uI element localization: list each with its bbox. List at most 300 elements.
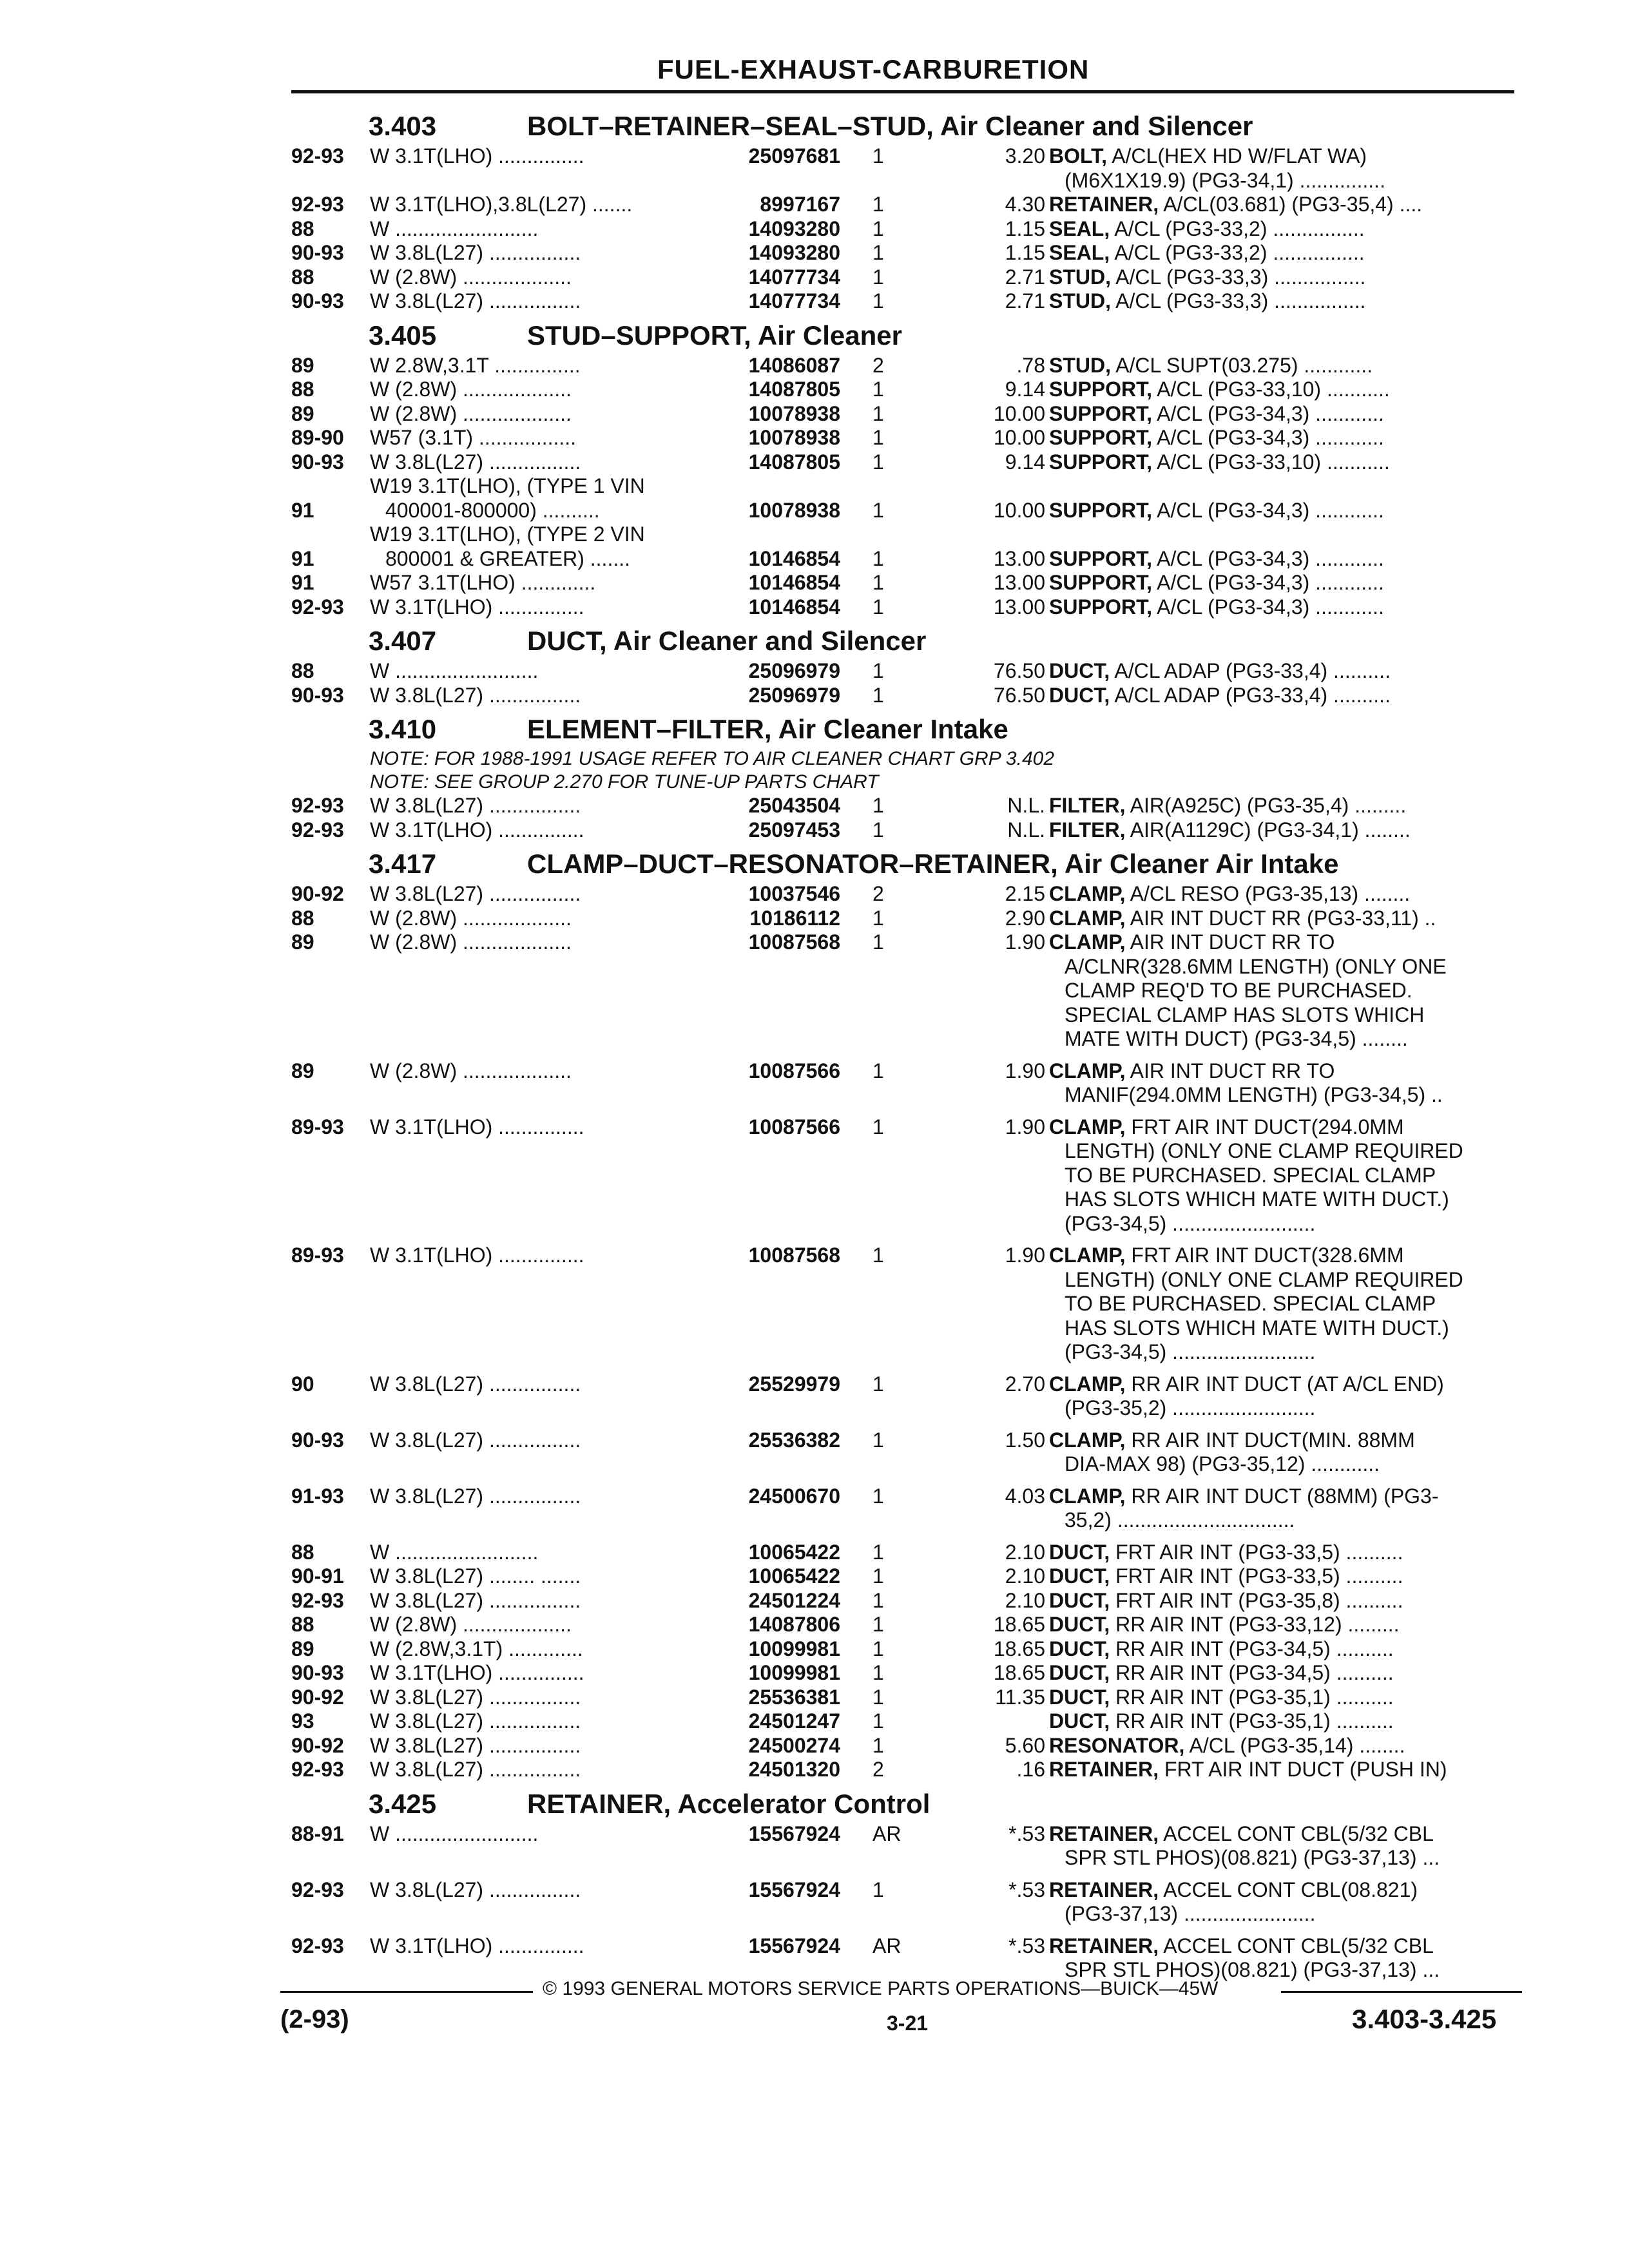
description — [1049, 1541, 1516, 1565]
description-keyword: SUPPORT, — [1049, 546, 1153, 570]
part-row — [291, 930, 1516, 1059]
usage-line: W 3.8L(L27) ................ — [370, 1709, 581, 1733]
description-line — [1049, 354, 1516, 378]
description-keyword: SUPPORT, — [1049, 498, 1153, 522]
section-title-sub: Air Cleaner Intake — [778, 714, 1008, 744]
part-number: 25096979 — [748, 659, 840, 682]
part-row — [291, 818, 1516, 843]
price: 2.71 — [1005, 265, 1045, 289]
model-year: 88 — [291, 1540, 314, 1564]
description-keyword: DUCT, — [1049, 1613, 1110, 1636]
quantity: 1 — [872, 450, 884, 474]
description-text: RR AIR INT (PG3-35,1) .......... — [1115, 1685, 1394, 1709]
description-text: A/CL (PG3-33,10) ........... — [1157, 378, 1390, 401]
usage-line: W 3.1T(LHO) ............... — [370, 1661, 584, 1684]
description-keyword: FILTER, — [1049, 818, 1126, 841]
part-number: 10087568 — [748, 1244, 840, 1267]
part-number: 14086087 — [748, 353, 840, 377]
model-year: 92-93 — [291, 595, 344, 619]
part-row — [291, 1822, 1516, 1878]
description-text: A/CL (PG3-34,3) ............ — [1157, 498, 1384, 522]
model-year: 88 — [291, 216, 314, 240]
description-line: (PG3-34,5) ......................... — [1065, 1211, 1316, 1235]
section-title — [527, 1789, 930, 1820]
description-text: AIR(A1129C) (PG3-34,1) ........ — [1130, 818, 1411, 841]
model-year: 90-93 — [291, 450, 344, 474]
part-number: 25097453 — [748, 818, 840, 841]
description-line: HAS SLOTS WHICH MATE WITH DUCT.) — [1065, 1187, 1449, 1211]
footer-copyright: © 1993 GENERAL MOTORS SERVICE PARTS OPERATIONS—BUICK—45W — [543, 1978, 1219, 1999]
description-keyword: DUCT, — [1049, 1564, 1110, 1588]
description-text: RR AIR INT (PG3-33,12) ......... — [1115, 1613, 1400, 1636]
description-line — [1049, 193, 1516, 217]
quantity: 1 — [872, 1733, 884, 1757]
model-year: 90 — [291, 1372, 314, 1396]
quantity: 1 — [872, 1588, 884, 1612]
part-number: 14087805 — [748, 450, 840, 474]
model-year: 90-93 — [291, 289, 344, 312]
part-row — [291, 402, 1516, 427]
part-row — [291, 1758, 1516, 1782]
description — [1049, 378, 1516, 402]
model-year: 90-93 — [291, 1661, 344, 1684]
usage-line: 400001-800000) .......... — [385, 498, 600, 522]
usage-line: W19 3.1T(LHO), (TYPE 2 VIN — [370, 523, 645, 546]
price: 2.15 — [1005, 882, 1045, 905]
description-keyword: CLAMP, — [1049, 906, 1126, 930]
description — [1049, 1059, 1516, 1108]
quantity: 1 — [872, 216, 884, 240]
model-year: 88 — [291, 265, 314, 289]
description — [1049, 907, 1516, 931]
usage-line: W 3.8L(L27) ................ — [370, 241, 581, 264]
model-year: 90-92 — [291, 882, 344, 905]
price: 1.50 — [1005, 1428, 1045, 1452]
description — [1049, 1564, 1516, 1589]
part-number: 10078938 — [748, 426, 840, 449]
part-number: 15567924 — [748, 1821, 840, 1845]
description-text: RR AIR INT (PG3-35,1) .......... — [1115, 1709, 1394, 1733]
model-year: 92-93 — [291, 794, 344, 817]
price: 10.00 — [993, 498, 1045, 522]
description-line — [1049, 1485, 1516, 1509]
price: 2.10 — [1005, 1564, 1045, 1588]
description-line — [1049, 289, 1516, 314]
part-number: 10099981 — [748, 1637, 840, 1660]
model-year: 93 — [291, 1709, 314, 1733]
part-row — [291, 659, 1516, 684]
model-year: 91 — [291, 571, 314, 594]
description-line — [1049, 595, 1516, 620]
description-keyword: FILTER, — [1049, 794, 1126, 817]
price: 18.65 — [993, 1637, 1045, 1660]
model-year: 92-93 — [291, 193, 344, 216]
price: 1.90 — [1005, 1244, 1045, 1267]
price: 2.10 — [1005, 1540, 1045, 1564]
part-row — [291, 1059, 1516, 1115]
description — [1049, 402, 1516, 427]
description-text: A/CL ADAP (PG3-33,4) .......... — [1114, 683, 1391, 707]
description-line — [1049, 1709, 1516, 1734]
description-text: FRT AIR INT (PG3-33,5) .......... — [1115, 1564, 1403, 1588]
page-title: FUEL-EXHAUST-CARBURETION — [657, 54, 1090, 84]
description-text: A/CL RESO (PG3-35,13) ........ — [1130, 882, 1411, 905]
description-text: RR AIR INT DUCT (88MM) (PG3- — [1131, 1484, 1439, 1508]
part-row — [291, 241, 1516, 265]
quantity: 1 — [872, 289, 884, 312]
quantity: 1 — [872, 1059, 884, 1082]
price: 10.00 — [993, 401, 1045, 425]
description-line: DIA-MAX 98) (PG3-35,12) ............ — [1065, 1452, 1380, 1475]
description-line — [1049, 1637, 1516, 1662]
part-number: 25096979 — [748, 683, 840, 707]
part-number: 10065422 — [748, 1540, 840, 1564]
usage-line: W 3.8L(L27) ................ — [370, 1588, 581, 1612]
part-number: 10037546 — [748, 882, 840, 905]
model-year: 91 — [291, 498, 314, 522]
description-text: FRT AIR INT DUCT(294.0MM — [1131, 1115, 1404, 1139]
description-line: (PG3-37,13) ....................... — [1065, 1902, 1316, 1925]
part-number: 10186112 — [749, 906, 840, 930]
model-year: 92-93 — [291, 1878, 344, 1901]
quantity: 1 — [872, 193, 884, 216]
description-text: A/CL (PG3-33,2) ................ — [1114, 216, 1365, 240]
quantity: 1 — [872, 930, 884, 954]
part-row — [291, 1613, 1516, 1637]
quantity: 1 — [872, 378, 884, 401]
usage-line: W19 3.1T(LHO), (TYPE 1 VIN — [370, 474, 645, 497]
section-title-main: STUD–SUPPORT, — [527, 320, 751, 351]
description-line: HAS SLOTS WHICH MATE WITH DUCT.) — [1065, 1316, 1449, 1340]
section-title-sub: Air Cleaner — [757, 320, 902, 351]
section-number: 3.405 — [369, 320, 437, 351]
price: N.L. — [1007, 818, 1045, 841]
description-text: A/CL (PG3-35,14) ........ — [1189, 1733, 1405, 1757]
section-title-main: ELEMENT–FILTER, — [527, 714, 772, 744]
quantity: 1 — [872, 1484, 884, 1508]
section-number: 3.425 — [369, 1788, 437, 1819]
description-line — [1049, 265, 1516, 290]
part-row — [291, 1428, 1516, 1485]
description-line: 35,2) ............................... — [1065, 1508, 1295, 1532]
part-row — [291, 684, 1516, 708]
price: *.53 — [1008, 1821, 1045, 1845]
quantity: AR — [872, 1821, 901, 1845]
description-line — [1049, 1934, 1516, 1959]
description-text: AIR INT DUCT RR (PG3-33,11) .. — [1130, 906, 1436, 930]
description-keyword: CLAMP, — [1049, 1428, 1126, 1452]
model-year: 90-93 — [291, 241, 344, 264]
part-number: 8997167 — [760, 193, 840, 216]
usage-line: W 3.8L(L27) ................ — [370, 1372, 581, 1396]
section-title-sub: Air Cleaner and Silencer — [613, 626, 927, 656]
usage-line: W ......................... — [370, 659, 539, 682]
section-number: 3.407 — [369, 626, 437, 656]
part-row — [291, 474, 1516, 523]
quantity: 1 — [872, 595, 884, 619]
description-keyword: CLAMP, — [1049, 930, 1126, 954]
part-number: 14093280 — [748, 241, 840, 264]
section-note: NOTE: SEE GROUP 2.270 FOR TUNE-UP PARTS CHART — [370, 771, 879, 793]
footer-rule-right — [1281, 1991, 1522, 1993]
part-row — [291, 450, 1516, 475]
section-title-sub: Accelerator Control — [677, 1788, 930, 1819]
description-keyword: RETAINER, — [1049, 1821, 1159, 1845]
part-number: 25536381 — [748, 1685, 840, 1709]
description-text: A/CL(03.681) (PG3-35,4) .... — [1163, 193, 1423, 216]
description-keyword: DUCT, — [1049, 1540, 1110, 1564]
part-number: 15567924 — [748, 1878, 840, 1901]
part-number: 25529979 — [748, 1372, 840, 1396]
footer-section-range: 3.403-3.425 — [1352, 2004, 1497, 2034]
description — [1049, 1934, 1516, 1983]
description — [1049, 1613, 1516, 1637]
part-row — [291, 426, 1516, 450]
description-line — [1049, 426, 1516, 450]
description — [1049, 1372, 1516, 1421]
price: 9.14 — [1005, 378, 1045, 401]
part-number: 10087566 — [748, 1059, 840, 1082]
footer-page-number: 3-21 — [887, 2012, 929, 2035]
description-keyword: DUCT, — [1049, 683, 1110, 707]
description-keyword: STUD, — [1049, 353, 1111, 377]
quantity: 1 — [872, 1709, 884, 1733]
usage-line: W (2.8W) ................... — [370, 1059, 572, 1082]
section-title-main: BOLT–RETAINER–SEAL–STUD, — [527, 111, 934, 141]
model-year: 92-93 — [291, 1588, 344, 1612]
quantity: 1 — [872, 1372, 884, 1396]
description-keyword: SUPPORT, — [1049, 595, 1153, 619]
description-line — [1049, 1686, 1516, 1710]
usage-line: W 3.8L(L27) ................ — [370, 882, 581, 905]
part-number: 10087568 — [748, 930, 840, 954]
description-keyword: RETAINER, — [1049, 193, 1159, 216]
description-keyword: CLAMP, — [1049, 1244, 1126, 1267]
part-row — [291, 1115, 1516, 1244]
description — [1049, 217, 1516, 242]
description-text: RR AIR INT (PG3-34,5) .......... — [1115, 1661, 1394, 1684]
description-line: A/CLNR(328.6MM LENGTH) (ONLY ONE — [1065, 954, 1447, 978]
quantity: 1 — [872, 683, 884, 707]
quantity: AR — [872, 1934, 901, 1957]
part-number: 10146854 — [748, 595, 840, 619]
description-line: TO BE PURCHASED. SPECIAL CLAMP — [1065, 1163, 1436, 1187]
usage-line: W 3.8L(L27) ................ — [370, 683, 581, 707]
description-line — [1049, 217, 1516, 242]
model-year: 89 — [291, 1637, 314, 1660]
part-number: 10078938 — [748, 401, 840, 425]
part-number: 24500670 — [748, 1484, 840, 1508]
description-keyword: CLAMP, — [1049, 1059, 1126, 1082]
price: N.L. — [1007, 794, 1045, 817]
description — [1049, 930, 1516, 1052]
price: 1.90 — [1005, 930, 1045, 954]
price: 5.60 — [1005, 1733, 1045, 1757]
part-row — [291, 907, 1516, 931]
model-year: 89-93 — [291, 1244, 344, 1267]
model-year: 90-93 — [291, 1428, 344, 1452]
section-title-main: CLAMP–DUCT–RESONATOR–RETAINER, — [527, 849, 1058, 879]
description-keyword: SEAL, — [1049, 241, 1110, 264]
model-year: 89-93 — [291, 1115, 344, 1139]
description-line — [1049, 818, 1516, 843]
part-number: 25536382 — [748, 1428, 840, 1452]
part-row — [291, 1686, 1516, 1710]
part-row — [291, 1244, 1516, 1372]
part-number: 15567924 — [748, 1934, 840, 1957]
section-heading — [291, 1782, 1516, 1822]
part-row — [291, 354, 1516, 378]
quantity: 1 — [872, 1637, 884, 1660]
price: 3.20 — [1005, 144, 1045, 168]
description-keyword: DUCT, — [1049, 1685, 1110, 1709]
price: .16 — [1016, 1758, 1045, 1781]
usage-line: W 3.8L(L27) ................ — [370, 794, 581, 817]
description-line — [1049, 930, 1516, 955]
section-title-sub: Air Cleaner Air Intake — [1064, 849, 1339, 879]
model-year: 88 — [291, 378, 314, 401]
description-line — [1049, 144, 1516, 169]
usage-line: W 3.1T(LHO) ............... — [370, 1934, 584, 1957]
usage-line: W 3.8L(L27) ................ — [370, 450, 581, 474]
section-number: 3.417 — [369, 849, 437, 879]
quantity: 2 — [872, 882, 884, 905]
description-text: A/CL (PG3-34,3) ............ — [1157, 401, 1384, 425]
price: 1.90 — [1005, 1115, 1045, 1139]
description — [1049, 1686, 1516, 1710]
description-text: A/CL (PG3-33,2) ................ — [1114, 241, 1365, 264]
part-number: 14087805 — [748, 378, 840, 401]
usage-line: W 3.8L(L27) ................ — [370, 1758, 581, 1781]
quantity: 1 — [872, 794, 884, 817]
part-number: 14077734 — [748, 265, 840, 289]
model-year: 91 — [291, 546, 314, 570]
description-line — [1049, 1878, 1516, 1903]
description-line — [1049, 1244, 1516, 1268]
model-year: 88-91 — [291, 1821, 344, 1845]
usage-line: W ......................... — [370, 1540, 539, 1564]
part-row — [291, 217, 1516, 242]
description-keyword: BOLT, — [1049, 144, 1108, 168]
usage-line: W57 3.1T(LHO) ............. — [370, 571, 596, 594]
description-line — [1049, 1589, 1516, 1613]
description-keyword: SUPPORT, — [1049, 401, 1153, 425]
model-year: 89 — [291, 1059, 314, 1082]
quantity: 1 — [872, 571, 884, 594]
description-line: MATE WITH DUCT) (PG3-34,5) ........ — [1065, 1027, 1408, 1050]
description-keyword: RETAINER, — [1049, 1878, 1159, 1901]
description — [1049, 1878, 1516, 1927]
description-line — [1049, 1372, 1516, 1397]
part-number: 24500274 — [748, 1733, 840, 1757]
description-line: LENGTH) (ONLY ONE CLAMP REQUIRED — [1065, 1267, 1463, 1291]
description-line — [1049, 1734, 1516, 1758]
part-number: 10099981 — [748, 1661, 840, 1684]
part-number: 10078938 — [748, 498, 840, 522]
price: 13.00 — [993, 546, 1045, 570]
quantity: 1 — [872, 1661, 884, 1684]
description-keyword: DUCT, — [1049, 1661, 1110, 1684]
description-text: A/CL SUPT(03.275) ............ — [1115, 353, 1373, 377]
part-row — [291, 1734, 1516, 1758]
description-line — [1049, 684, 1516, 708]
description-text: FRT AIR INT (PG3-33,5) .......... — [1115, 1540, 1403, 1564]
description-line: (M6X1X19.9) (PG3-34,1) ............... — [1065, 168, 1385, 192]
part-number: 10087566 — [748, 1115, 840, 1139]
description-keyword: SUPPORT, — [1049, 378, 1153, 401]
part-row — [291, 571, 1516, 595]
part-row — [291, 289, 1516, 314]
description-text: AIR INT DUCT RR TO — [1130, 1059, 1335, 1082]
quantity: 1 — [872, 1613, 884, 1636]
description-line — [1049, 907, 1516, 931]
part-number: 14077734 — [748, 289, 840, 312]
usage-line: W 3.8L(L27) ........ ....... — [370, 1564, 581, 1588]
description-line — [1049, 499, 1516, 523]
description-text: AIR(A925C) (PG3-35,4) ......... — [1130, 794, 1407, 817]
description-text: A/CL (PG3-33,10) ........... — [1157, 450, 1390, 474]
section-title-main: DUCT, — [527, 626, 607, 656]
price: 18.65 — [993, 1613, 1045, 1636]
part-number: 24501247 — [748, 1709, 840, 1733]
section-title-sub: Air Cleaner and Silencer — [940, 111, 1253, 141]
part-row — [291, 794, 1516, 818]
description — [1049, 499, 1516, 523]
description-text: A/CL(HEX HD W/FLAT WA) — [1112, 144, 1367, 168]
model-year: 90-92 — [291, 1685, 344, 1709]
model-year: 92-93 — [291, 144, 344, 168]
part-row — [291, 1661, 1516, 1686]
footer-rule-left — [280, 1991, 533, 1993]
quantity: 2 — [872, 353, 884, 377]
model-year: 89-90 — [291, 426, 344, 449]
part-number: 14087806 — [748, 1613, 840, 1636]
price: 11.35 — [995, 1685, 1045, 1709]
description — [1049, 450, 1516, 475]
description-text: A/CL ADAP (PG3-33,4) .......... — [1114, 659, 1391, 682]
usage-line: W (2.8W) ................... — [370, 1613, 572, 1636]
quantity: 1 — [872, 818, 884, 841]
part-row — [291, 1589, 1516, 1613]
model-year: 92-93 — [291, 818, 344, 841]
header-rule — [291, 90, 1514, 93]
usage-line: W 3.8L(L27) ................ — [370, 1685, 581, 1709]
part-row — [291, 523, 1516, 571]
section-title — [527, 320, 902, 351]
description-line — [1049, 378, 1516, 402]
description — [1049, 1661, 1516, 1686]
description-line — [1049, 1115, 1516, 1140]
section-heading — [291, 314, 1516, 354]
description — [1049, 1758, 1516, 1782]
description — [1049, 1589, 1516, 1613]
quantity: 1 — [872, 401, 884, 425]
model-year: 90-93 — [291, 683, 344, 707]
description-line: (PG3-34,5) ......................... — [1065, 1340, 1316, 1363]
description-keyword: DUCT, — [1049, 659, 1110, 682]
description-text: A/CL (PG3-34,3) ............ — [1157, 426, 1384, 449]
price: *.53 — [1008, 1934, 1045, 1957]
part-number: 10065422 — [748, 1564, 840, 1588]
description-line — [1049, 450, 1516, 475]
price: 76.50 — [993, 683, 1045, 707]
section-title — [527, 714, 1008, 745]
section-heading — [291, 619, 1516, 659]
model-year: 90-91 — [291, 1564, 344, 1588]
quantity: 1 — [872, 1878, 884, 1901]
description-line: MANIF(294.0MM LENGTH) (PG3-34,5) .. — [1065, 1083, 1443, 1106]
description-text: ACCEL CONT CBL(5/32 CBL — [1163, 1821, 1434, 1845]
